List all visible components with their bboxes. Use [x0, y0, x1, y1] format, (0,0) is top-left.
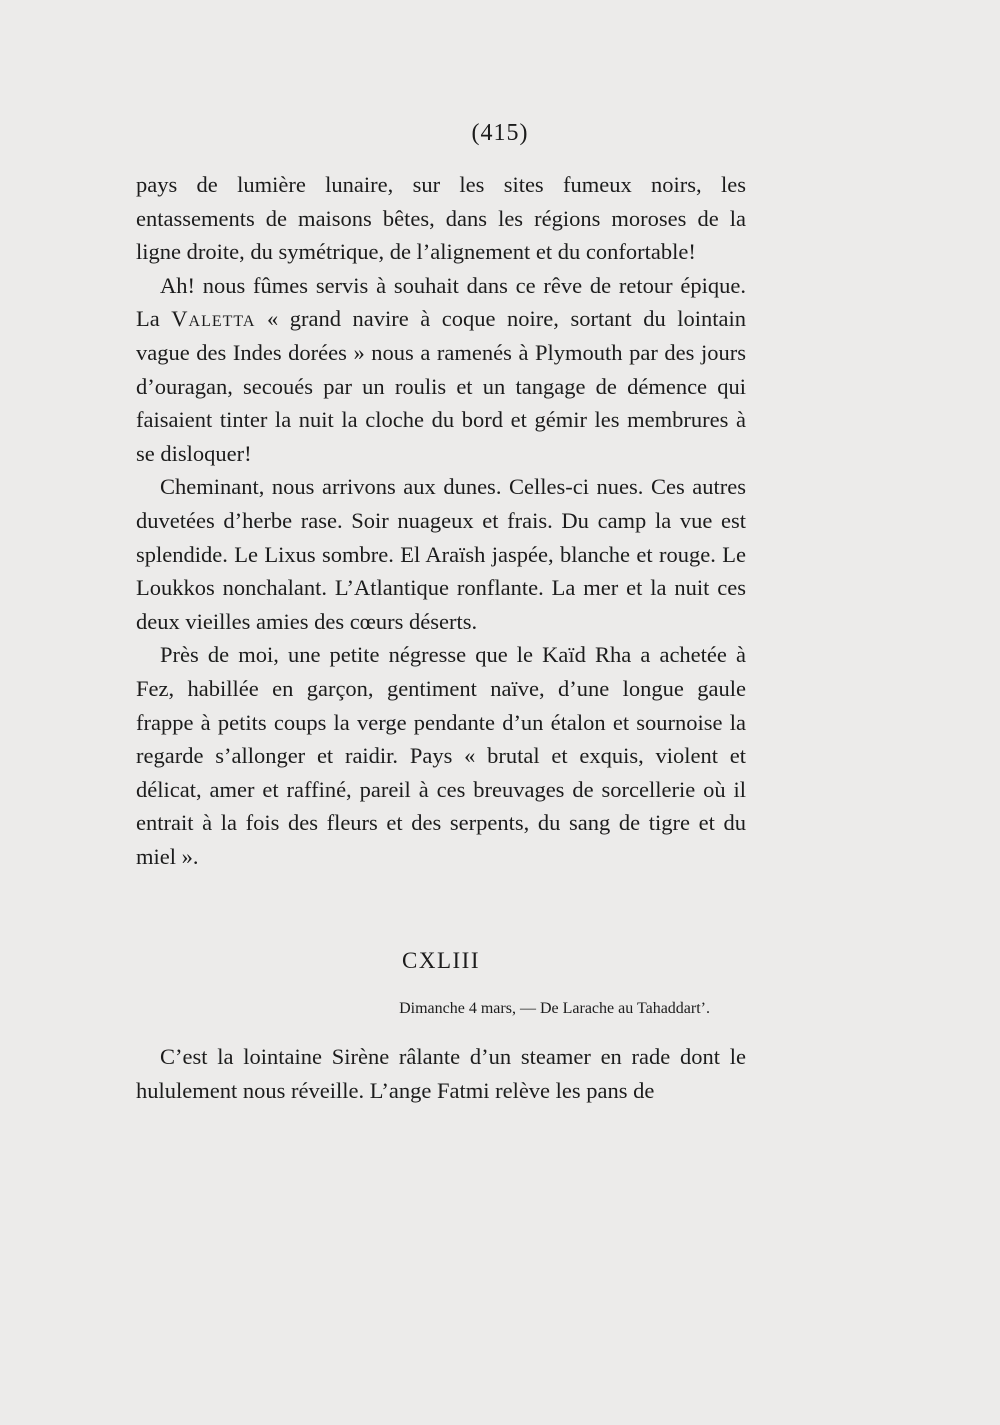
section-body-text: [136, 1040, 746, 1107]
section-dateline: Dimanche 4 mars, — De Larache au Tahaddart’.: [399, 1000, 710, 1017]
section-heading: CXLIII: [402, 948, 480, 973]
section-paragraph-1: C’est la lointaine Sirène râlante d’un steamer en rade dont le hululement nous réveille. L’ange Fatmi relève les pans de: [136, 1044, 746, 1103]
paragraph-2: [136, 269, 746, 471]
paragraph-3: Cheminant, nous arrivons aux dunes. Celles-ci nues. Ces autres duvetées d’herbe rase. Soir nuageux et frais. Du camp la vue est splendide. Le Lixus sombre. El Araïsh jaspée, blanche et rouge. Le Loukkos nonchalant. L’Atlantique ronflante. La mer et la nuit ces deux vieilles amies des cœurs déserts.: [136, 474, 746, 634]
ship-name: Valetta: [171, 306, 256, 332]
body-text: [136, 168, 746, 873]
paragraph-2-part-1: Ah! nous fûmes servis à souhait dans ce rêve de retour épique. La: [136, 272, 746, 332]
paragraph-1: pays de lumière lunaire, sur les sites fumeux noirs, les entassements de maisons bêtes, dans les régions moroses de la ligne droite, du symétrique, de l’alignement et du confortable!: [136, 172, 746, 265]
paragraph-4: Près de moi, une petite négresse que le Kaïd Rha a achetée à Fez, habillée en garçon, gentiment naïve, d’une longue gaule frappe à petits coups la verge pendante d’un étalon et sournoise la regarde s’allonger et raidir. Pays « brutal et exquis, violent et délicat, amer et raffiné, pareil à ces breuvages de sorcellerie où il entrait à la fois des fleurs et des serpents, du sang de tigre et du miel ».: [136, 642, 746, 869]
paragraph-2-part-2: « grand navire à coque noire, sortant du lointain vague des Indes dorées » nous a ramenés à Plymouth par des jours d’ouragan, secoués par un roulis et un tangage de démence qui faisaient tinter la nuit la cloche du bord et gémir les membrures à se disloquer!: [136, 306, 746, 466]
page-number: (415): [471, 120, 529, 146]
